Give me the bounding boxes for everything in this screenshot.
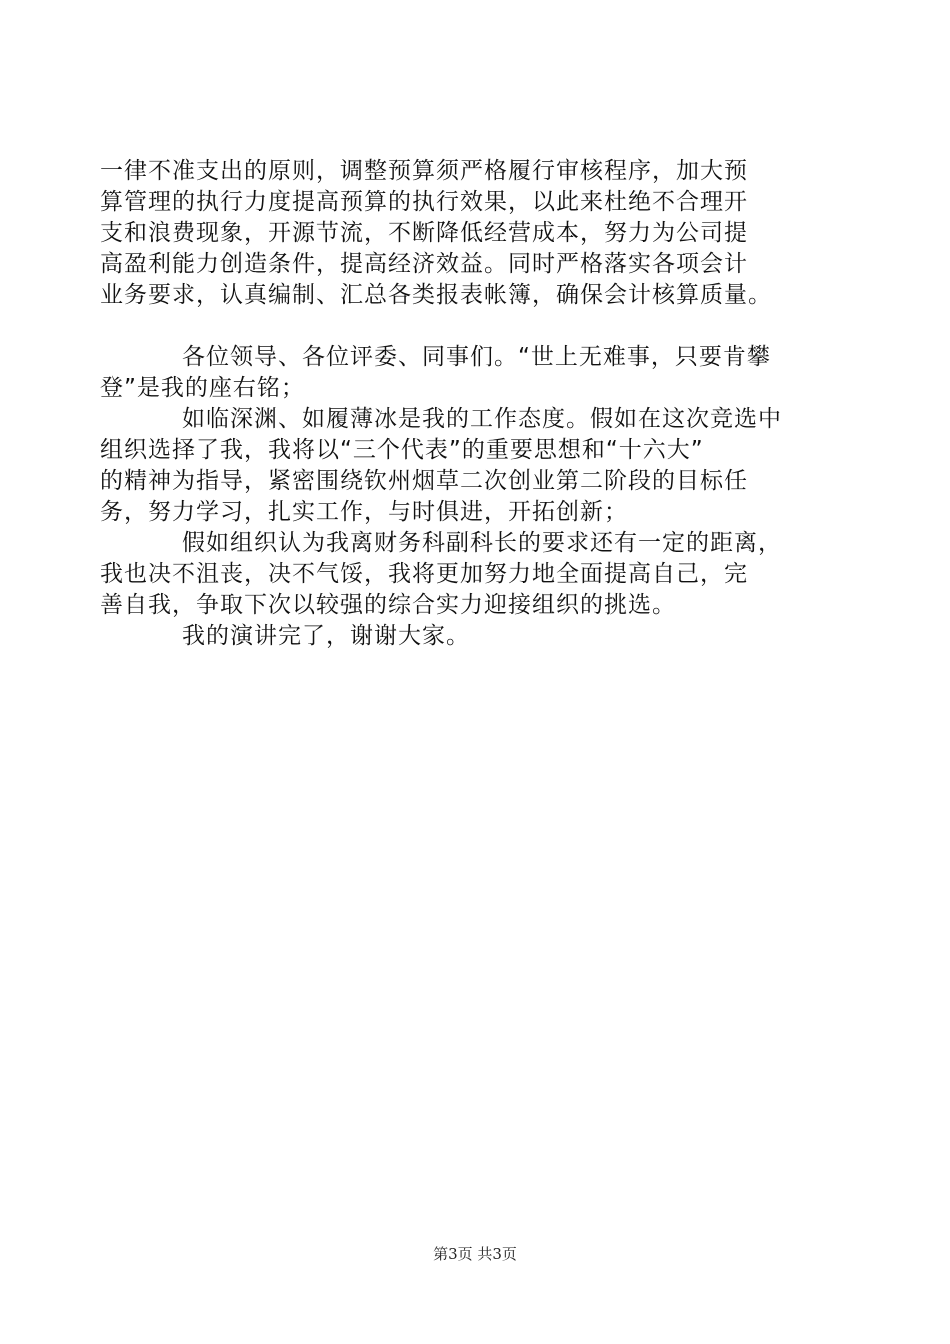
text-line: 高盈利能力创造条件，提高经济效益。同时严格落实各项会计 — [100, 251, 748, 277]
text-line: 各位领导、各位评委、同事们。“世上无难事，只要肯攀 — [182, 344, 771, 370]
text-line: 务，努力学习，扎实工作，与时俱进，开拓创新； — [100, 499, 628, 525]
text-line: 支和浪费现象，开源节流，不断降低经营成本，努力为公司提 — [100, 220, 748, 246]
text-line: 我也决不沮丧，决不气馁，我将更加努力地全面提高自己，完 — [100, 561, 748, 587]
text-line: 算管理的执行力度提高预算的执行效果，以此来杜绝不合理开 — [100, 189, 748, 215]
paragraph — [100, 156, 840, 311]
page-number-footer: 第3页 共3页 — [433, 1245, 517, 1263]
text-line: 业务要求，认真编制、汇总各类报表帐簿，确保会计核算质量。 — [100, 282, 772, 308]
paragraph-spacer — [100, 311, 840, 342]
paragraph — [100, 404, 840, 528]
paragraph — [100, 342, 840, 404]
text-line: 善自我，争取下次以较强的综合实力迎接组织的挑选。 — [100, 592, 676, 618]
text-line: 组织选择了我，我将以“三个代表”的重要思想和“十六大” — [100, 437, 704, 463]
text-line: 一律不准支出的原则，调整预算须严格履行审核程序，加大预 — [100, 158, 748, 184]
text-line: 假如组织认为我离财务科副科长的要求还有一定的距离， — [182, 530, 782, 556]
document-body — [100, 156, 840, 652]
text-line: 的精神为指导，紧密围绕钦州烟草二次创业第二阶段的目标任 — [100, 468, 748, 494]
text-line: 登”是我的座右铭； — [100, 375, 305, 401]
paragraph — [100, 528, 840, 621]
text-line: 如临深渊、如履薄冰是我的工作态度。假如在这次竞选中 — [182, 406, 782, 432]
paragraph — [100, 621, 840, 652]
text-line: 我的演讲完了，谢谢大家。 — [182, 623, 470, 649]
